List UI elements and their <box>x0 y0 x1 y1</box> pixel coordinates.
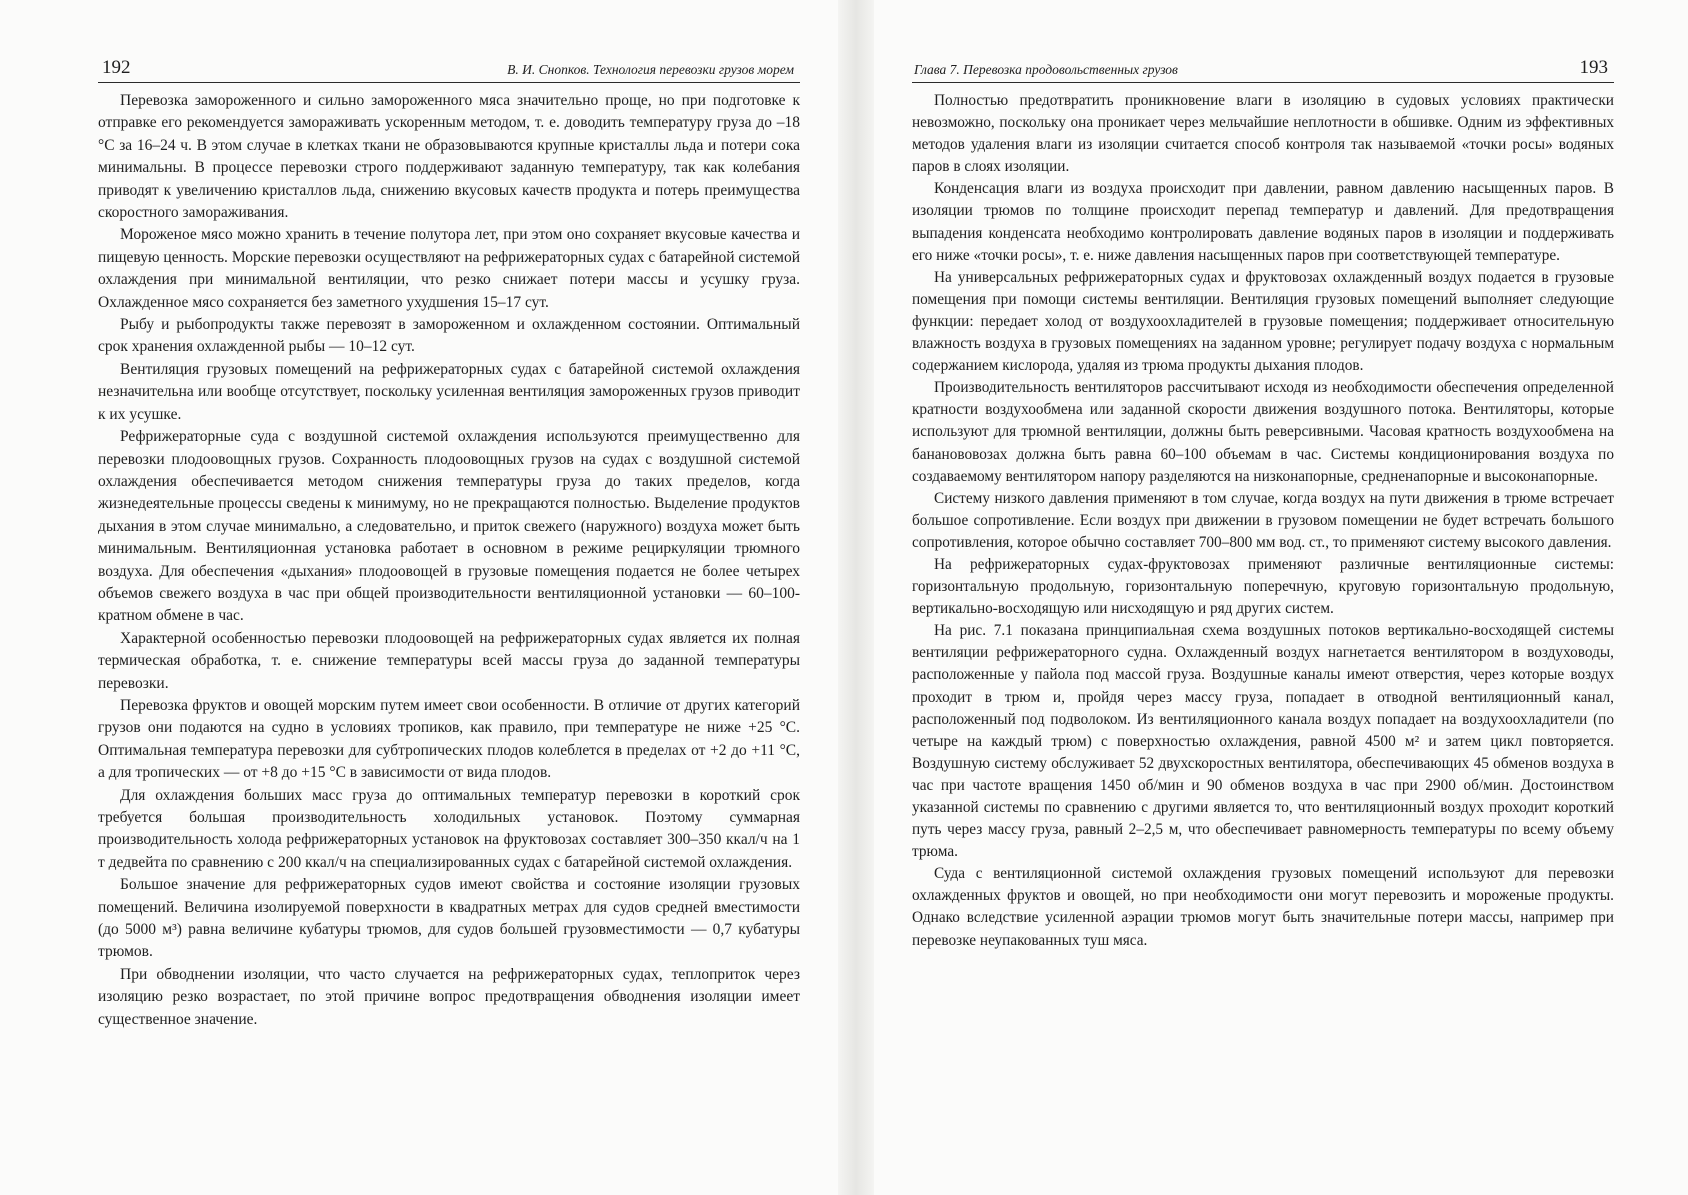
paragraph: Характерной особенностью перевозки плодоовощей на рефрижераторных судах является их полная термическая обработка, т. е. снижение температуры всей массы груза до заданной температуры перевозки. <box>98 629 800 692</box>
paragraph: Перевозка замороженного и сильно замороженного мяса значительно проще, но при подготовке к отправке его рекомендуется замораживать ускоренным методом, т. е. доводить температуру груза до –18 °С за 16–24 ч. В этом случае в клетках ткани не образовываются крупные кристаллы льда и потери сока минимальны. В процессе перевозки строго поддерживают заданную температуру, так как колебания приводят к увеличению кристаллов льда, снижению вкусовых качеств продукта и потерь преимущества скоростного замораживания. <box>98 92 800 222</box>
paragraph: Вентиляция грузовых помещений на рефрижераторных судах с батарейной системой охлаждения незначительна или вообще отсутствует, поскольку усиленная вентиляция замороженных грузов приводит к их усушке. <box>98 360 800 423</box>
paragraph: Суда с вентиляционной системой охлаждения грузовых помещений используют для перевозки охлажденных фруктов и овощей, но при необходимости они могут перевозить и мороженые продукты. Однако вследствие усиленной аэрации трюмов могут быть значительные потери массы, например при перевозке неупакованных туш мяса. <box>912 865 1614 949</box>
paragraph: Производительность вентиляторов рассчитывают исходя из необходимости обеспечения определенной кратности воздухообмена или заданной скорости движения воздушного потока. Вентиляторы, которые используют для трюмной вентиляции, должны быть реверсивными. Часовая кратность воздухообмена на бананововозах должна быть равна 60–100 объемам в час. Системы кондиционирования воздуха по создаваемому вентилятором напору разделяются на низконапорные, средненапорные и высоконапорные. <box>912 379 1614 485</box>
left-running-head-title: В. И. Снопков. Технология перевозки грузов морем <box>507 62 794 77</box>
right-page-body <box>912 90 1614 952</box>
paragraph: Рефрижераторные суда с воздушной системой охлаждения используются преимущественно для перевозки плодоовощных грузов. Сохранность плодоовощных грузов на судах с воздушной системой охлаждения обеспечивается методом снижения температуры груза до таких пределов, когда жизнедеятельные процессы сведены к минимуму, но не прекращаются полностью. Выделение продуктов дыхания в этом случае минимально, а следовательно, и приток свежего (наружного) воздуха может быть минимальным. Вентиляционная установка работает в основном в режиме рециркуляции трюмного воздуха. Для обеспечения «дыхания» плодоовощей в грузовые помещения подается не более четырех объемов свежего воздуха в час при общей производительности вентиляционной установки — 60–100-кратном обмене в час. <box>98 428 800 625</box>
left-page-body <box>98 90 800 1031</box>
paragraph: На универсальных рефрижераторных судах и фруктовозах охлажденный воздух подается в грузовые помещения при помощи системы вентиляции. Вентиляция грузовых помещений выполняет следующие функции: передает холод от воздухоохладителей в грузовые помещения; поддерживает относительную влажность воздуха в грузовых помещениях на заданном уровне; регулирует подачу воздуха с нормальным содержанием кислорода, удаляя из трюма продукты дыхания плодов. <box>912 268 1614 375</box>
left-running-header <box>98 56 800 83</box>
paragraph: Перевозка фруктов и овощей морским путем имеет свои особенности. В отличие от других категорий грузов они подаются на судно в условиях тропиков, как правило, при температуре не ниже +25 °С. Оптимальная температура перевозки для субтропических плодов колеблется в пределах от +2 до +11 °С, а для тропических — от +8 до +15 °С в зависимости от вида плодов. <box>98 696 800 782</box>
left-page-number: 192 <box>102 57 131 78</box>
paragraph: При обводнении изоляции, что часто случается на рефрижераторных судах, теплоприток через изоляцию резко возрастает, по этой причине вопрос предотвращения обводнения изоляции имеет существенное значение. <box>98 965 800 1028</box>
paragraph: Мороженое мясо можно хранить в течение полутора лет, при этом оно сохраняет вкусовые качества и пищевую ценность. Морские перевозки осуществляют на рефрижераторных судах с батарейной системой охлаждения при минимальной вентиляции, что резко снижает потери массы и усушку груза. Охлажденное мясо сохраняется без заметного ухудшения 15–17 сут. <box>98 226 800 311</box>
book-gutter <box>838 0 874 1195</box>
left-page <box>98 56 800 1031</box>
right-page <box>912 56 1614 952</box>
paragraph: Полностью предотвратить проникновение влаги в изоляцию в судовых условиях практически невозможно, поскольку она проникает через мельчайшие неплотности в обшивке. Одним из эффективных методов удаления влаги из изоляции считается способ контроля так называемой «точки росы» водяных паров в слоях изоляции. <box>912 92 1614 176</box>
paragraph: Большое значение для рефрижераторных судов имеют свойства и состояние изоляции грузовых помещений. Величина изолируемой поверхности в квадратных метрах для судов средней вместимости (до 5000 м³) равна величине кубатуры трюмов, для судов большей грузовместимости — 0,7 кубатуры трюмов. <box>98 876 800 961</box>
paragraph: На рефрижераторных судах-фруктовозах применяют различные вентиляционные системы: горизонтальную продольную, горизонтальную поперечную, круговую горизонтальную продольную, вертикально-восходящую или нисходящую и ряд других систем. <box>912 555 1614 618</box>
paragraph: Систему низкого давления применяют в том случае, когда воздух на пути движения в трюме встречает большое сопротивление. Если воздух при движении в грузовом помещении не будет встречать большого сопротивления, которое обычно составляет 700–800 мм вод. ст., то применяют систему высокого давления. <box>912 489 1614 551</box>
paragraph: Для охлаждения больших масс груза до оптимальных температур перевозки в короткий срок требуется большая производительность холодильных установок. Поэтому суммарная производительность холода рефрижераторных установок на фруктовозах составляет 300–350 ккал/ч на 1 т дедвейта по сравнению с 200 ккал/ч на специализированных судах с батарейной системой охлаждения. <box>98 786 800 871</box>
right-running-header <box>912 56 1614 83</box>
paragraph: Рыбу и рыбопродукты также перевозят в замороженном и охлажденном состоянии. Оптимальный срок хранения охлажденной рыбы — 10–12 сут. <box>98 316 800 356</box>
paragraph: Конденсация влаги из воздуха происходит при давлении, равном давлению насыщенных паров. В изоляции трюмов по толщине происходит перепад температур и давлений. Для предотвращения выпадения конденсата необходимо контролировать давление водяных паров в изоляции и поддерживать его ниже «точки росы», т. е. ниже давления насыщенных паров при соответствующей температуре. <box>912 180 1614 264</box>
paragraph: На рис. 7.1 показана принципиальная схема воздушных потоков вертикально-восходящей системы вентиляции рефрижераторного судна. Охлажденный воздух нагнетается вентилятором в воздуховоды, расположенные у пайола под массой груза. Воздушные каналы имеют отверстия, через которые воздух проходит в трюм и, пройдя через массу груза, попадает в отводной вентиляционный канал, расположенный под подволоком. Из вентиляционного канала воздух попадает на воздухоохладители (по четыре на каждый трюм) с поверхностью охлаждения, равной 4500 м² и затем цикл повторяется. Воздушную систему обслуживает 52 двухскоростных вентилятора, обеспечивающих 45 обменов воздуха в час при частоте вращения 1450 об/мин и 90 обменов воздуха в час при 2900 об/мин. Достоинством указанной системы по сравнению с другими является то, что вентиляционный воздух проходит короткий путь через массу груза, равный 2–2,5 м, что обеспечивает равномерность температуры по всему объему трюма. <box>912 622 1614 861</box>
right-page-number: 193 <box>1579 57 1608 78</box>
right-running-head-title: Глава 7. Перевозка продовольственных грузов <box>914 62 1178 77</box>
